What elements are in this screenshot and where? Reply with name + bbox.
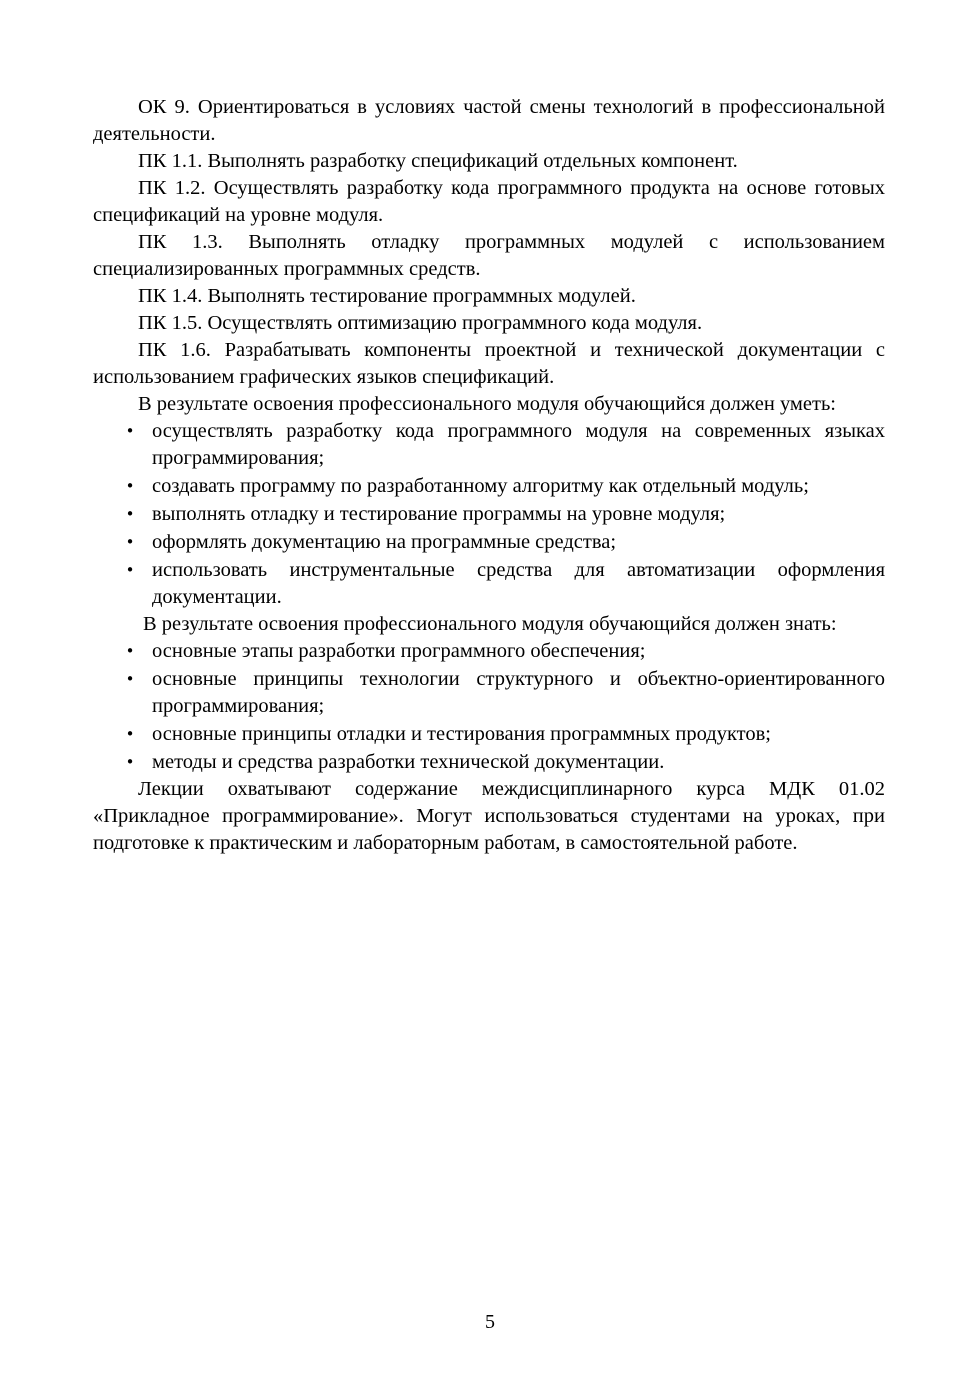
bullet-icon: • bbox=[125, 561, 135, 579]
paragraph-pk-1-2: ПК 1.2. Осуществлять разработку кода программного продукта на основе готовых спецификаций на уровне модуля. bbox=[93, 177, 885, 226]
list-item-text: основные этапы разработки программного обеспечения; bbox=[152, 640, 646, 662]
list-item bbox=[93, 638, 885, 665]
knowledge-list bbox=[93, 638, 885, 776]
knowledge-intro-paragraph: В результате освоения профессионального модуля обучающийся должен знать: bbox=[143, 613, 837, 635]
page-number: 5 bbox=[485, 1311, 495, 1333]
bullet-icon: • bbox=[125, 533, 135, 551]
bullet-icon: • bbox=[125, 422, 135, 440]
list-item-text: выполнять отладку и тестирование программы на уровне модуля; bbox=[152, 503, 726, 525]
list-item-text: методы и средства разработки технической документации. bbox=[152, 751, 665, 773]
bullet-icon: • bbox=[125, 670, 135, 688]
paragraph-pk-1-4: ПК 1.4. Выполнять тестирование программных модулей. bbox=[138, 285, 636, 307]
bullet-icon: • bbox=[125, 725, 135, 743]
list-item bbox=[93, 501, 885, 528]
paragraph-ok9: ОК 9. Ориентироваться в условиях частой смены технологий в профессиональной деятельности. bbox=[93, 96, 885, 145]
paragraph-pk-1-5: ПК 1.5. Осуществлять оптимизацию программного кода модуля. bbox=[138, 312, 703, 334]
paragraph-pk-1-6: ПК 1.6. Разрабатывать компоненты проектной и технической документации с использованием графических языков спецификаций. bbox=[93, 339, 885, 388]
bullet-icon: • bbox=[125, 642, 135, 660]
skills-intro-paragraph: В результате освоения профессионального модуля обучающийся должен уметь: bbox=[138, 393, 837, 415]
list-item-text: создавать программу по разработанному алгоритму как отдельный модуль; bbox=[152, 475, 809, 497]
list-item bbox=[93, 473, 885, 500]
list-item bbox=[93, 529, 885, 556]
list-item-text: использовать инструментальные средства для автоматизации оформления документации. bbox=[152, 559, 885, 608]
page-body bbox=[93, 94, 885, 857]
list-item-text: основные принципы технологии структурного и объектно-ориентированного программирования; bbox=[152, 668, 885, 717]
list-item-text: основные принципы отладки и тестирования программных продуктов; bbox=[152, 723, 771, 745]
bullet-icon: • bbox=[125, 505, 135, 523]
closing-paragraph: Лекции охватывают содержание междисциплинарного курса МДК 01.02 «Прикладное программирование». Могут использоваться студентами на уроках, при подготовке к практическим и лабораторным работам, в самостоятельной работе. bbox=[93, 778, 885, 854]
list-item bbox=[93, 666, 885, 720]
skills-list bbox=[93, 418, 885, 611]
paragraph-pk-1-3: ПК 1.3. Выполнять отладку программных модулей с использованием специализированных программных средств. bbox=[93, 231, 885, 280]
list-item bbox=[93, 721, 885, 748]
list-item-text: осуществлять разработку кода программного модуля на современных языках программирования; bbox=[152, 420, 885, 469]
list-item-text: оформлять документацию на программные средства; bbox=[152, 531, 617, 553]
paragraph-pk-1-1: ПК 1.1. Выполнять разработку спецификаций отдельных компонент. bbox=[138, 150, 738, 172]
bullet-icon: • bbox=[125, 753, 135, 771]
list-item bbox=[93, 557, 885, 611]
list-item bbox=[93, 749, 885, 776]
list-item bbox=[93, 418, 885, 472]
bullet-icon: • bbox=[125, 477, 135, 495]
